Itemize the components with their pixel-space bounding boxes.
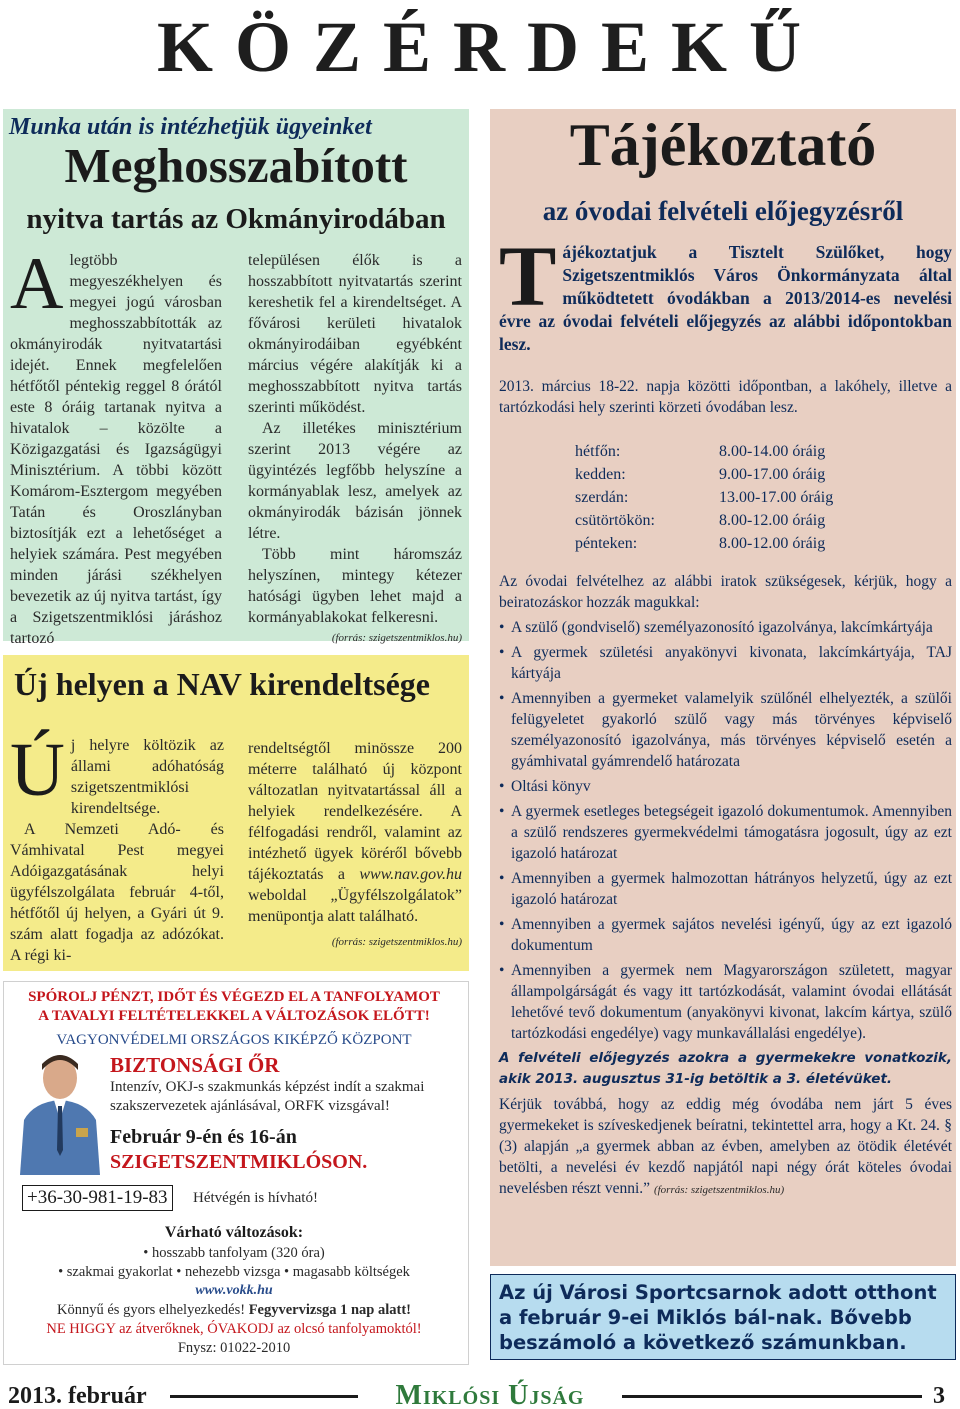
ad-changes-line-1: • hosszabb tanfolyam (320 óra) xyxy=(143,1245,325,1261)
nav-website-link[interactable]: www.nav.gov.hu xyxy=(359,866,462,883)
nav-column-2 xyxy=(248,738,462,953)
okmany-title: Meghosszabított xyxy=(64,138,408,193)
schedule-day: hétfőn: xyxy=(575,443,621,460)
ovoda-docs-intro: Az óvodai felvételhez az alábbi iratok szükségesek, kérjük, hogy a beiratozáskor hozzák magukkal: xyxy=(499,573,952,611)
okmany-col2-p2: Az illetékes minisztérium szerint 2013 végére az ügyintézés legfőbb helyszíne a kormányablak lesz, amelyek az okmányirodák bázisán jönnek létre. xyxy=(248,420,462,542)
security-guard-photo xyxy=(14,1050,106,1175)
footer-page-number: 3 xyxy=(933,1383,945,1409)
sportcsarnok-notice-text: Az új Városi Sportcsarnok adott otthont a február 9-ei Miklós bál-nak. Bővebb beszámoló a következő számunkban. xyxy=(499,1281,937,1354)
ovoda-source: (forrás: szigetszentmiklos.hu) xyxy=(653,1184,785,1196)
okmany-col1-text: legtöbb megyeszékhelyen és megyei jogú városban meghosszabbították az okmányirodák nyitvatartási idejét. Ennek megfelelően hétfőtől péntekig reggel 8 órától este 8 óráig tartanak nyitva a hivatalok – közölte a Közigazgatási és Igazságügyi Minisztérium. A többi között Komárom-Esztergom megyében Tatán és Oroszlányban biztosítják ezt a lehetőséget a helyiek számára. Pest megyében minden járási székhelyen bevezetik az új nyitva tartást, így a Szigetszentmiklósi járáshoz tartozó xyxy=(10,252,222,647)
schedule-row xyxy=(575,487,833,508)
schedule-day: csütörtökön: xyxy=(575,512,655,529)
nav-column-1 xyxy=(10,728,224,966)
list-item: • A gyermek születési anyakönyvi kivonata, lakcímkártyája, TAJ kártyája xyxy=(499,642,952,684)
schedule-time: 9.00-17.00 óráig xyxy=(719,466,826,483)
sportcsarnok-notice-box xyxy=(490,1274,956,1360)
ad-license-number: Fnysz: 01022-2010 xyxy=(177,1340,291,1356)
ovoda-period: 2013. március 18-22. napja közötti időpontban, a lakóhely, illetve a tartózkodási hely szerinti körzeti óvodában lesz. xyxy=(499,378,952,416)
schedule-time: 8.00-14.00 óráig xyxy=(719,443,826,460)
schedule-day: pénteken: xyxy=(575,535,638,552)
ovoda-documents-section xyxy=(499,571,952,1201)
ad-headline-2: A TAVALYI FELTÉTELEKKEL A VÁLTOZÁSOK ELŐTT! xyxy=(38,1008,430,1024)
ad-changes-line-2: • szakmai gyakorlat • nehezebb vizsga • magasabb költségek xyxy=(58,1264,410,1280)
list-item: • Amennyiben a gyermeket valamelyik szülőnél elhelyezték, a szülői felügyeletet gyakorló szülő vagy más törvényes képviselő személyazonosító igazolványa, más törvényes képviselő esetén a gyámhivatal gyámrendelő határozata xyxy=(499,688,952,772)
list-item: • A szülő (gondviselő) személyazonosító igazolványa, lakcímkártyája xyxy=(499,617,952,638)
ad-easy-placement xyxy=(0,1302,468,1319)
ovoda-intro xyxy=(499,228,952,356)
list-item: • Oltási könyv xyxy=(499,776,952,797)
schedule-day: kedden: xyxy=(575,466,626,483)
ovoda-intro-text: ájékoztatjuk a Tisztelt Szülőket, hogy Szigetszentmiklós Város Önkormányzata által működtetett óvodákban a 2013/2014-es nevelési évre az óvodai felvételi előjegyzés az alábbi időpontokban lesz. xyxy=(499,242,952,354)
okmany-column-1 xyxy=(10,243,222,649)
schedule-time: 8.00-12.00 óráig xyxy=(719,512,826,529)
ad-headline-1: SPÓROLJ PÉNZT, IDŐT ÉS VÉGEZD EL A TANFOLYAMOT xyxy=(28,989,440,1005)
ad-weapon-exam: Fegyvervizsga 1 nap alatt! xyxy=(248,1302,411,1318)
ovoda-schedule-table xyxy=(573,439,835,556)
nav-title: Új helyen a NAV kirendeltsége xyxy=(14,666,430,702)
ad-organization: VAGYONVÉDELMI ORSZÁGOS KIKÉPZŐ KÖZPONT xyxy=(56,1032,412,1048)
nav-source: (forrás: szigetszentmiklos.hu) xyxy=(331,936,462,948)
ad-changes-title: Várható változások: xyxy=(164,1224,304,1241)
ad-course-dates: Február 9-én és 16-án xyxy=(110,1126,297,1148)
nav-col2-text-b: weboldal „Ügyfélszolgálatok” menüpontja alatt található. xyxy=(248,887,462,925)
nav-dropcap: Ú xyxy=(10,728,65,812)
schedule-row xyxy=(575,464,833,485)
footer-issue-date: 2013. február xyxy=(8,1383,147,1409)
okmany-source: (forrás: szigetszentmiklos.hu) xyxy=(331,632,462,644)
list-item: • Amennyiben a gyermek nem Magyarországon született, magyar állampolgárságát és vagy itt tartózkodását, valamint óvodai ellátását lehetővé tevő dokumentum (anyakönyvi kivonat, lakcím kártya, szülő tartózkodási engedélye) vagy munkavállalási engedélye). xyxy=(499,960,952,1044)
footer-newspaper-name: Miklósi Újság xyxy=(395,1380,585,1409)
ad-course-name: BIZTONSÁGI ŐR xyxy=(110,1053,280,1077)
ad-easy-text: Könnyű és gyors elhelyezkedés! xyxy=(57,1302,249,1318)
list-item: • Amennyiben a gyermek halmozottan hátrányos helyzetű, úgy az ezt igazoló határozat xyxy=(499,868,952,910)
ovoda-docs-list xyxy=(499,617,952,1044)
okmany-dropcap: A xyxy=(10,243,64,325)
schedule-row xyxy=(575,441,833,462)
ad-course-place: SZIGETSZENTMIKLÓSON. xyxy=(110,1151,368,1173)
nav-col2-text-a: rendeltségtől minössze 200 méterre található új központ változatlan nyitvatartással áll a helyiek rendelkezésére. A félfogadási rendről, valamint az intézhető ügyek köréről bővebb tájékoztatás a xyxy=(248,740,462,883)
footer-rule-left xyxy=(170,1395,358,1398)
ad-warning: NE HIGGY az átverőknek, ÓVAKODJ az olcsó tanfolyamoktól! xyxy=(46,1321,422,1337)
ovoda-notice: A felvételi előjegyzés azokra a gyermekekre vonatkozik, akik 2013. augusztus 31-ig betöltik a 3. életévüket. xyxy=(499,1050,952,1087)
okmany-kicker: Munka után is intézhetjük ügyeinket xyxy=(9,114,372,140)
nav-col1-p1: j helyre költözik az állami adóhatóság szigetszentmiklósi kirendeltsége. xyxy=(70,737,224,817)
okmany-subtitle: nyitva tartás az Okmányirodában xyxy=(26,203,446,235)
list-item: • A gyermek esetleges betegségeit igazoló dokumentumok. Amennyiben a szülő rendszeres gyermekvédelmi támogatásra jogosult, úgy az ezt igazoló határozat xyxy=(499,801,952,864)
section-masthead: KÖZÉRDEKŰ xyxy=(156,7,824,87)
nav-col1-p2: A Nemzeti Adó- és Vámhivatal Pest megyei Adóigazgatásának helyi ügyfélszolgálata február 4-től, hétfőtől új helyen, a Gyári út 9. szám alatt fogadja az adózókat. A régi ki- xyxy=(10,821,224,964)
ovoda-subtitle: az óvodai felvételi előjegyzésről xyxy=(542,196,904,226)
schedule-row xyxy=(575,510,833,531)
ovoda-closing-text: Kérjük továbbá, hogy az eddig még óvodába nem járt 5 éves gyermekeket is szíveskedjenek beíratni, tekintettel arra, hogy a Kt. 24. § (3) alapján „a gyermek abban az évben, amelyben az ötödik életévét betölti, a nevelési év kezdő napjától napi négy órát köteles óvodai nevelésben részt venni.” xyxy=(499,1096,952,1197)
schedule-time: 13.00-17.00 óráig xyxy=(719,489,834,506)
footer-rule-right xyxy=(622,1395,922,1398)
ad-description-1: Intenzív, OKJ-s szakmunkás képzést indít a szakmai xyxy=(110,1079,425,1095)
list-item: • Amennyiben a gyermek sajátos nevelési igényű, úgy az ezt igazoló dokumentum xyxy=(499,914,952,956)
okmany-col2-p1: településen élők is a hosszabbított nyitvatartás szerint kereshetik fel a kirendeltséget. A fővárosi kerületi hivatalok okmányirodáiban egyébként március végére alakítják ki a meghosszabbított nyitva tartás szerinti működést. xyxy=(248,252,462,416)
okmany-column-2 xyxy=(248,250,462,649)
ad-website-link[interactable]: www.vokk.hu xyxy=(195,1283,273,1298)
schedule-time: 8.00-12.00 óráig xyxy=(719,535,826,552)
ovoda-closing xyxy=(499,1094,952,1201)
ad-description-2: szakszervezetek ajánlásával, ORFK vizsgával! xyxy=(110,1098,390,1114)
schedule-day: szerdán: xyxy=(575,489,629,506)
ad-phone-number[interactable]: +36-30-981-19-83 xyxy=(22,1185,173,1211)
schedule-row xyxy=(575,533,833,554)
okmany-col2-p3: Több mint háromszáz helyszínen, mintegy kétezer hatósági ügyben lehet majd a kormányablakokat felkeresni. xyxy=(248,546,462,626)
ad-weekend-note: Hétvégén is hívható! xyxy=(193,1190,318,1206)
ovoda-dropcap: T xyxy=(499,228,557,324)
ovoda-title: Tájékoztató xyxy=(569,112,877,178)
